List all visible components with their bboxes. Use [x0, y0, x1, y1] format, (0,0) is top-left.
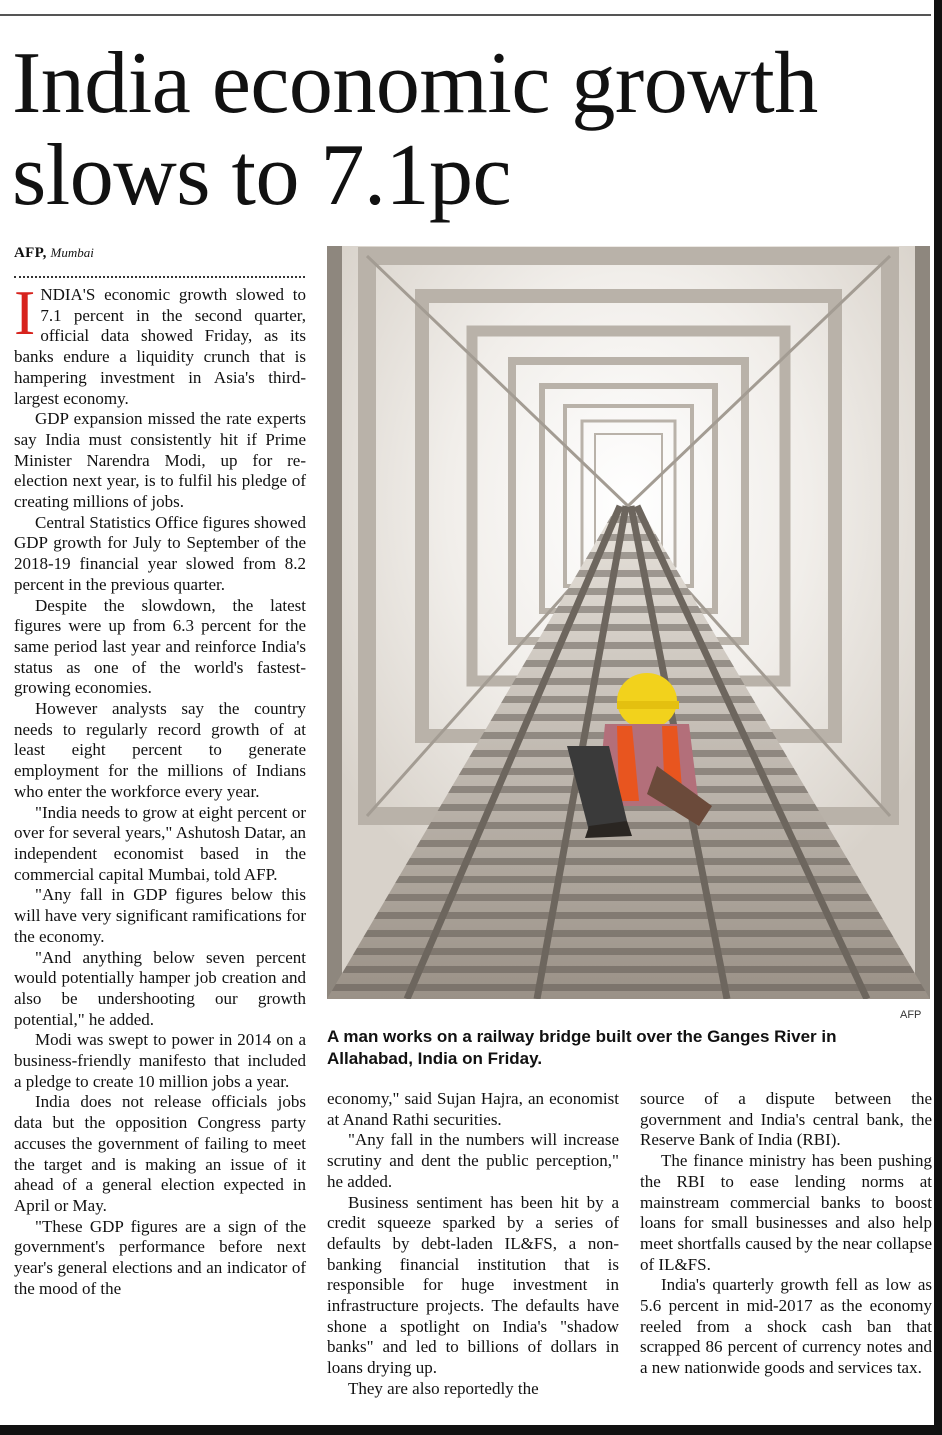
headline — [12, 35, 927, 224]
page-edge-bottom — [0, 1425, 942, 1435]
paragraph: "India needs to grow at eight percent or over for several years," Ashutosh Datar, an independent economist based in the commercial capital Mumbai, told AFP. — [14, 802, 306, 884]
lead-text: economic growth slowed to 7.1 percent in the second quarter, official data showed Friday, as its banks endure a liquidity crunch that is hampering investment in Asia's third-largest economy. — [14, 285, 306, 408]
paragraph-continued: source of a dispute between the government and India's central bank, the Reserve Bank of India (RBI). — [640, 1089, 932, 1150]
photo-credit: AFP — [900, 1009, 922, 1021]
railway-bridge-illustration — [327, 246, 930, 999]
byline — [14, 244, 94, 262]
top-rule — [0, 14, 931, 16]
paragraph: "These GDP figures are a sign of the government's performance before next year's general elections and an indicator of the mood of the — [14, 1216, 306, 1298]
article-column-2 — [327, 1089, 619, 1400]
photo-caption: A man works on a railway bridge built over the Ganges River in Allahabad, India on Friday. — [327, 1027, 837, 1068]
dotted-divider — [14, 276, 305, 278]
drop-cap: I — [14, 277, 36, 348]
byline-place: Mumbai — [50, 245, 94, 260]
headline-line-1: India economic growth — [12, 35, 818, 132]
paragraph: "Any fall in GDP figures below this will have very significant ramifications for the economy. — [14, 885, 306, 946]
paragraph-continued: economy," said Sujan Hajra, an economist at Anand Rathi securities. — [327, 1089, 619, 1129]
paragraph: "And anything below seven percent would potentially hamper job creation and also be undershooting our growth potential," he added. — [14, 947, 306, 1029]
paragraph: The finance ministry has been pushing the RBI to ease lending norms at mainstream commercial banks to boost loans for small businesses and also help meet shortfalls caused by the near collapse of IL&FS. — [640, 1151, 932, 1274]
paragraph: India does not release officials jobs data but the opposition Congress party accuses the government of failing to meet the target and is making an issue of it ahead of a general election expected in April or May. — [14, 1092, 306, 1215]
paragraph: However analysts say the country needs to regularly record growth of at least eight percent to generate employment for the millions of Indians who enter the workforce every year. — [14, 699, 306, 801]
paragraph: Central Statistics Office figures showed GDP growth for July to September of the 2018-19 financial year slowed from 8.2 percent in the previous quarter. — [14, 512, 306, 594]
paragraph: Business sentiment has been hit by a credit squeeze sparked by a series of defaults by debt-laden IL&FS, a non-banking financial institution that is responsible for huge investment in infrastructure projects. The defaults have shone a spotlight on India's "shadow banks" and led to billions of dollars in loans drying up. — [327, 1192, 619, 1378]
paragraph: India's quarterly growth fell as low as 5.6 percent in mid-2017 as the economy reeled from a shock cash ban that scrapped 86 percent of currency notes and a new nationwide goods and services tax. — [640, 1275, 932, 1378]
article-column-3 — [640, 1089, 932, 1379]
headline-line-2: slows to 7.1pc — [12, 127, 511, 224]
byline-agency: AFP, — [14, 245, 47, 261]
paragraph: They are also reportedly the — [348, 1378, 539, 1398]
lead-caps: NDIA'S — [40, 285, 96, 304]
paragraph: Despite the slowdown, the latest figures were up from 6.3 percent for the same period last year and reinforce India's status as one of the world's fastest-growing economies. — [14, 595, 306, 698]
paragraph: Modi was swept to power in 2014 on a business-friendly manifesto that included a pledge to create 10 million jobs a year. — [14, 1030, 306, 1091]
article-column-1 — [14, 277, 306, 1299]
lead-paragraph — [14, 277, 306, 409]
page-edge-right — [934, 0, 942, 1435]
railway-bridge-photo — [327, 246, 930, 999]
paragraph: GDP expansion missed the rate experts say India must consistently hit if Prime Minister Narendra Modi, up for re-election next year, is to fulfil his pledge of creating millions of jobs. — [14, 409, 306, 512]
paragraph: "Any fall in the numbers will increase scrutiny and dent the public perception," he added. — [327, 1130, 619, 1191]
